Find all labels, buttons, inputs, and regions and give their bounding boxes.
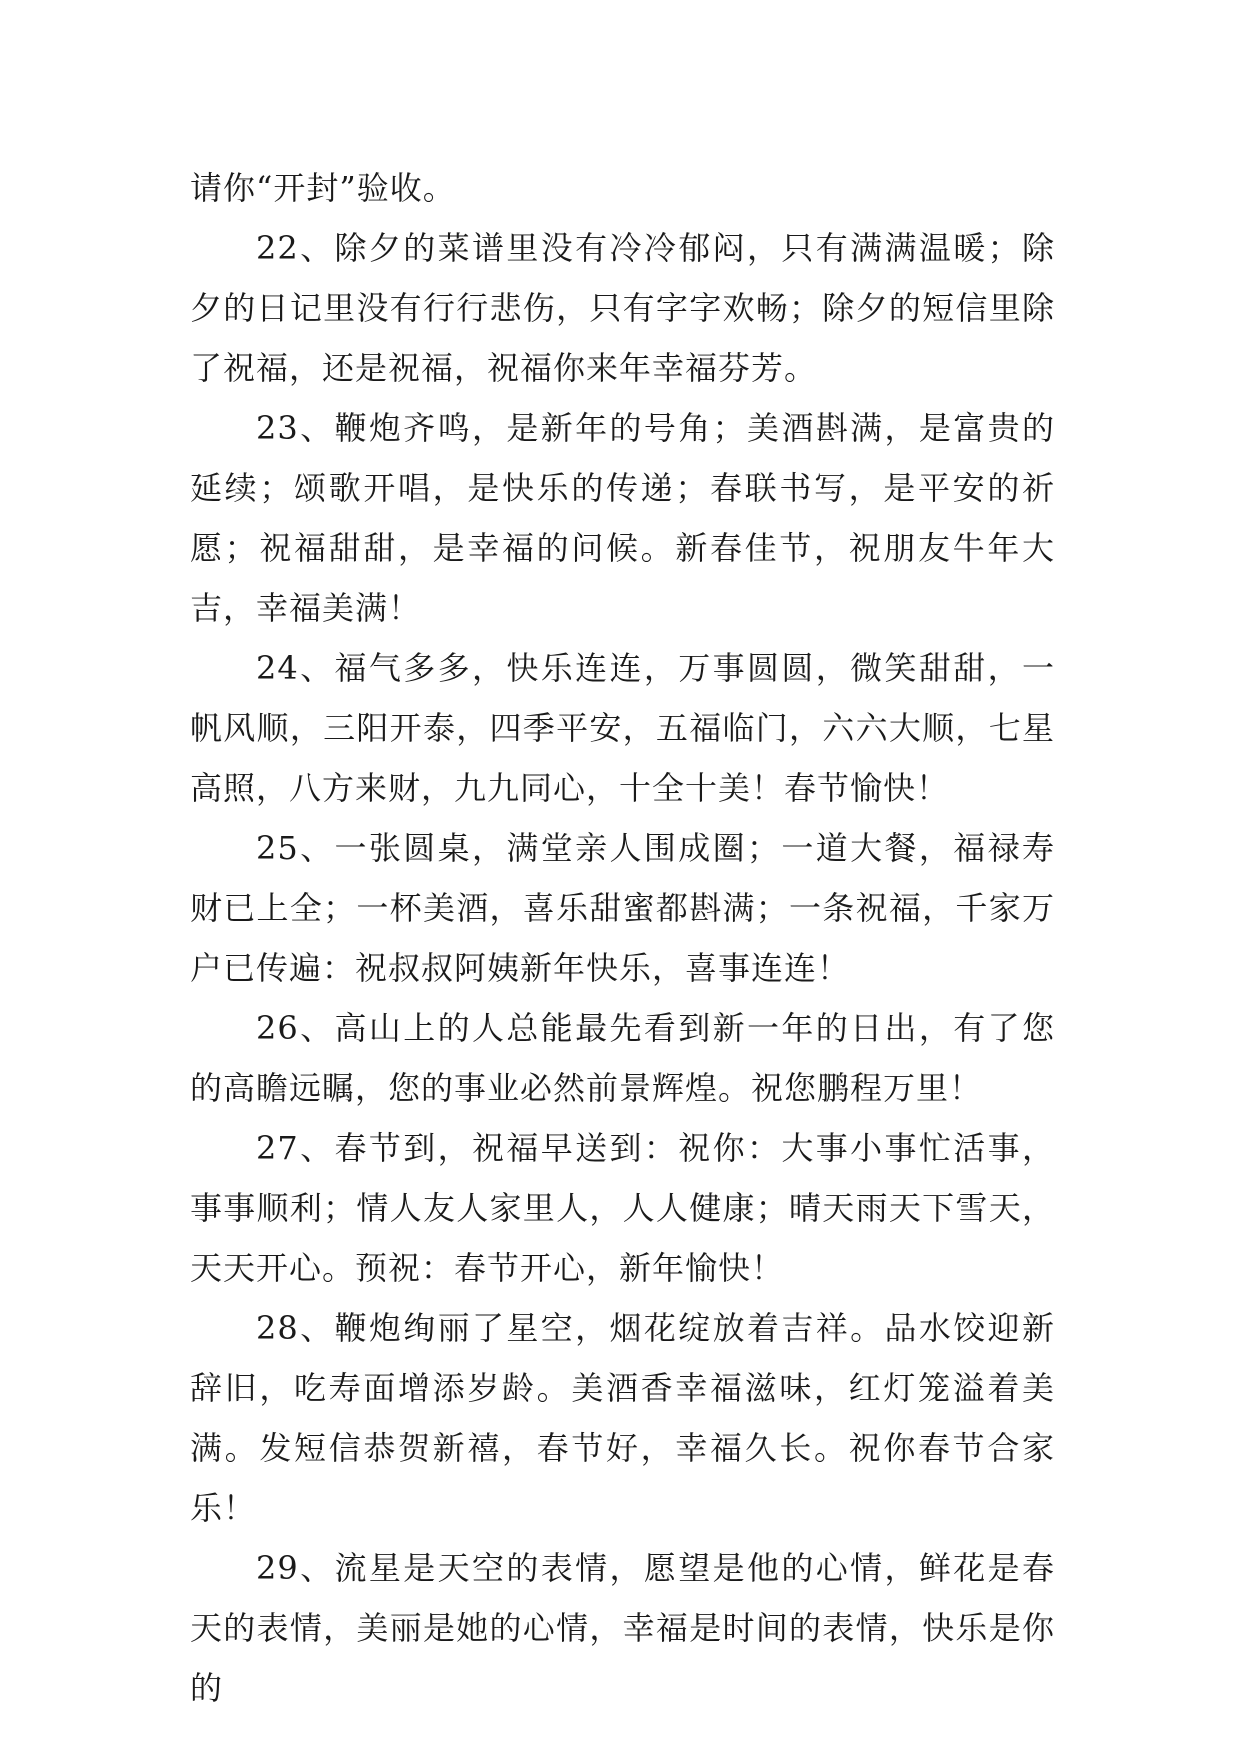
paragraph-24: 24、福气多多，快乐连连，万事圆圆，微笑甜甜，一帆风顺，三阳开泰，四季平安，五福临门，六六大顺，七星高照，八方来财，九九同心，十全十美！春节愉快！ — [190, 649, 1055, 807]
paragraph-29: 29、流星是天空的表情，愿望是他的心情，鲜花是春天的表情，美丽是她的心情，幸福是时间的表情，快乐是你的 — [190, 1549, 1055, 1707]
paragraph-26: 26、高山上的人总能最先看到新一年的日出，有了您的高瞻远瞩，您的事业必然前景辉煌。祝您鹏程万里！ — [190, 1009, 1055, 1107]
paragraph-23: 23、鞭炮齐鸣，是新年的号角；美酒斟满，是富贵的延续；颂歌开唱，是快乐的传递；春联书写，是平安的祈愿；祝福甜甜，是幸福的问候。新春佳节，祝朋友牛年大吉，幸福美满！ — [190, 409, 1055, 627]
paragraph-28: 28、鞭炮绚丽了星空，烟花绽放着吉祥。品水饺迎新辞旧，吃寿面增添岁龄。美酒香幸福滋味，红灯笼溢着美满。发短信恭贺新禧，春节好，幸福久长。祝你春节合家乐！ — [190, 1309, 1055, 1527]
paragraph-22: 22、除夕的菜谱里没有冷冷郁闷，只有满满温暖；除夕的日记里没有行行悲伤，只有字字欢畅；除夕的短信里除了祝福，还是祝福，祝福你来年幸福芬芳。 — [190, 229, 1055, 387]
paragraph-27: 27、春节到，祝福早送到：祝你：大事小事忙活事，事事顺利；情人友人家里人，人人健康；晴天雨天下雪天，天天开心。预祝：春节开心，新年愉快！ — [190, 1129, 1055, 1287]
paragraph-25: 25、一张圆桌，满堂亲人围成圈；一道大餐，福禄寿财已上全；一杯美酒，喜乐甜蜜都斟满；一条祝福，千家万户已传遍：祝叔叔阿姨新年快乐，喜事连连！ — [190, 829, 1055, 987]
paragraph-continuation: 请你“开封”验收。 — [190, 169, 456, 207]
document-body — [190, 158, 1055, 1718]
